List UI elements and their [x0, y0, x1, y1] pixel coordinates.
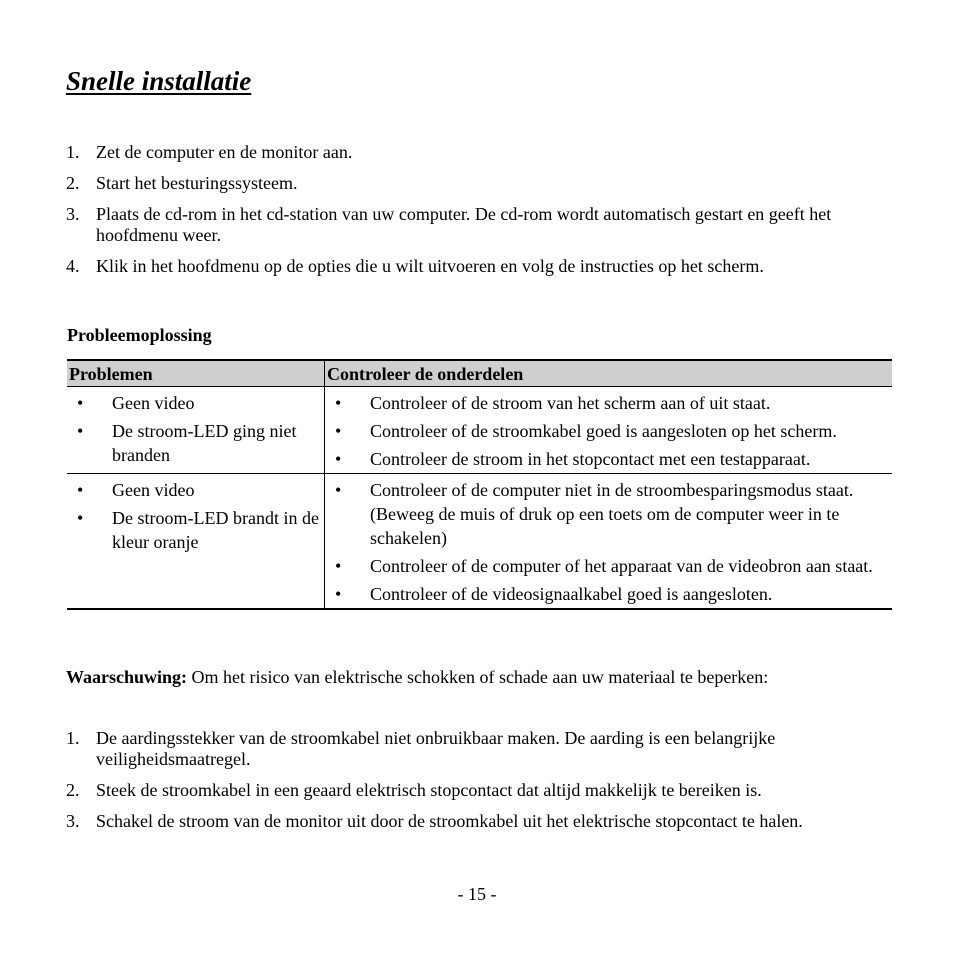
installation-steps	[66, 142, 892, 287]
bullet: •	[335, 584, 342, 604]
bullet: •	[77, 480, 84, 500]
list-item	[325, 582, 892, 606]
step-text: De aardingsstekker van de stroomkabel niet onbruikbaar maken. De aarding is een belangrijke veiligheidsmaatregel.	[96, 728, 776, 769]
list-item	[325, 447, 892, 471]
table-row	[67, 474, 892, 610]
list-item	[325, 554, 892, 578]
bullet: •	[335, 393, 342, 413]
bullet: •	[77, 421, 84, 441]
step-number: 2.	[66, 780, 80, 800]
table-header-row	[67, 360, 892, 387]
list-item	[67, 506, 324, 554]
list-item	[67, 478, 324, 502]
troubleshooting-heading: Probleemoplossing	[67, 325, 212, 345]
warning-label: Waarschuwing:	[66, 667, 188, 687]
list-item	[67, 419, 324, 467]
bullet: •	[335, 421, 342, 441]
problems-cell	[67, 474, 325, 610]
bullet: •	[335, 556, 342, 576]
step-number: 3.	[66, 204, 80, 224]
list-item	[66, 173, 892, 194]
problem-text: Geen video	[112, 480, 195, 500]
list-item	[66, 204, 892, 246]
list-item	[66, 780, 892, 801]
step-text: Zet de computer en de monitor aan.	[96, 142, 353, 162]
list-item	[66, 811, 892, 832]
check-text: Controleer de stroom in het stopcontact met een testapparaat.	[370, 449, 811, 469]
page-number: - 15 -	[457, 884, 497, 904]
bullet: •	[77, 508, 84, 528]
list-item	[66, 142, 892, 163]
step-number: 2.	[66, 173, 80, 193]
list-item	[325, 391, 892, 415]
list-item	[325, 478, 892, 550]
step-text: Schakel de stroom van de monitor uit door de stroomkabel uit het elektrische stopcontact te halen.	[96, 811, 803, 831]
check-text: Controleer of de computer niet in de stroombesparingsmodus staat.(Beweeg de muis of druk op een toets om de computer weer in te schakelen)	[370, 480, 854, 548]
page-title: Snelle installatie	[66, 66, 252, 96]
problem-text: Geen video	[112, 393, 195, 413]
check-text: Controleer of de stroom van het scherm aan of uit staat.	[370, 393, 771, 413]
step-text: Klik in het hoofdmenu op de opties die u wilt uitvoeren en volg de instructies op het scherm.	[96, 256, 764, 276]
checks-cell	[325, 387, 893, 474]
step-text: Steek de stroomkabel in een geaard elektrisch stopcontact dat altijd makkelijk te bereiken is.	[96, 780, 762, 800]
step-number: 3.	[66, 811, 80, 831]
step-text: Start het besturingssysteem.	[96, 173, 298, 193]
check-text: Controleer of de stroomkabel goed is aangesloten op het scherm.	[370, 421, 837, 441]
problem-text: De stroom-LED ging niet branden	[112, 421, 297, 465]
warning-text: Om het risico van elektrische schokken of schade aan uw materiaal te beperken:	[187, 667, 769, 687]
bullet: •	[335, 449, 342, 469]
list-item	[66, 256, 892, 277]
list-item	[67, 391, 324, 415]
column-header-checks: Controleer de onderdelen	[325, 360, 893, 387]
warning-paragraph	[66, 662, 826, 692]
step-text: Plaats de cd-rom in het cd-station van uw computer. De cd-rom wordt automatisch gestart en geeft het hoofdmenu weer.	[96, 204, 832, 245]
step-number: 4.	[66, 256, 80, 276]
list-item	[325, 419, 892, 443]
check-text: Controleer of de videosignaalkabel goed is aangesloten.	[370, 584, 773, 604]
safety-steps	[66, 728, 892, 842]
step-number: 1.	[66, 728, 80, 748]
problems-cell	[67, 387, 325, 474]
troubleshooting-table	[67, 359, 892, 610]
check-text: Controleer of de computer of het apparaat van de videobron aan staat.	[370, 556, 873, 576]
bullet: •	[335, 480, 342, 500]
problem-text: De stroom-LED brandt in de kleur oranje	[112, 508, 319, 552]
bullet: •	[77, 393, 84, 413]
list-item	[66, 728, 892, 770]
table-row	[67, 387, 892, 474]
column-header-problems: Problemen	[67, 360, 325, 387]
step-number: 1.	[66, 142, 80, 162]
checks-cell	[325, 474, 893, 610]
